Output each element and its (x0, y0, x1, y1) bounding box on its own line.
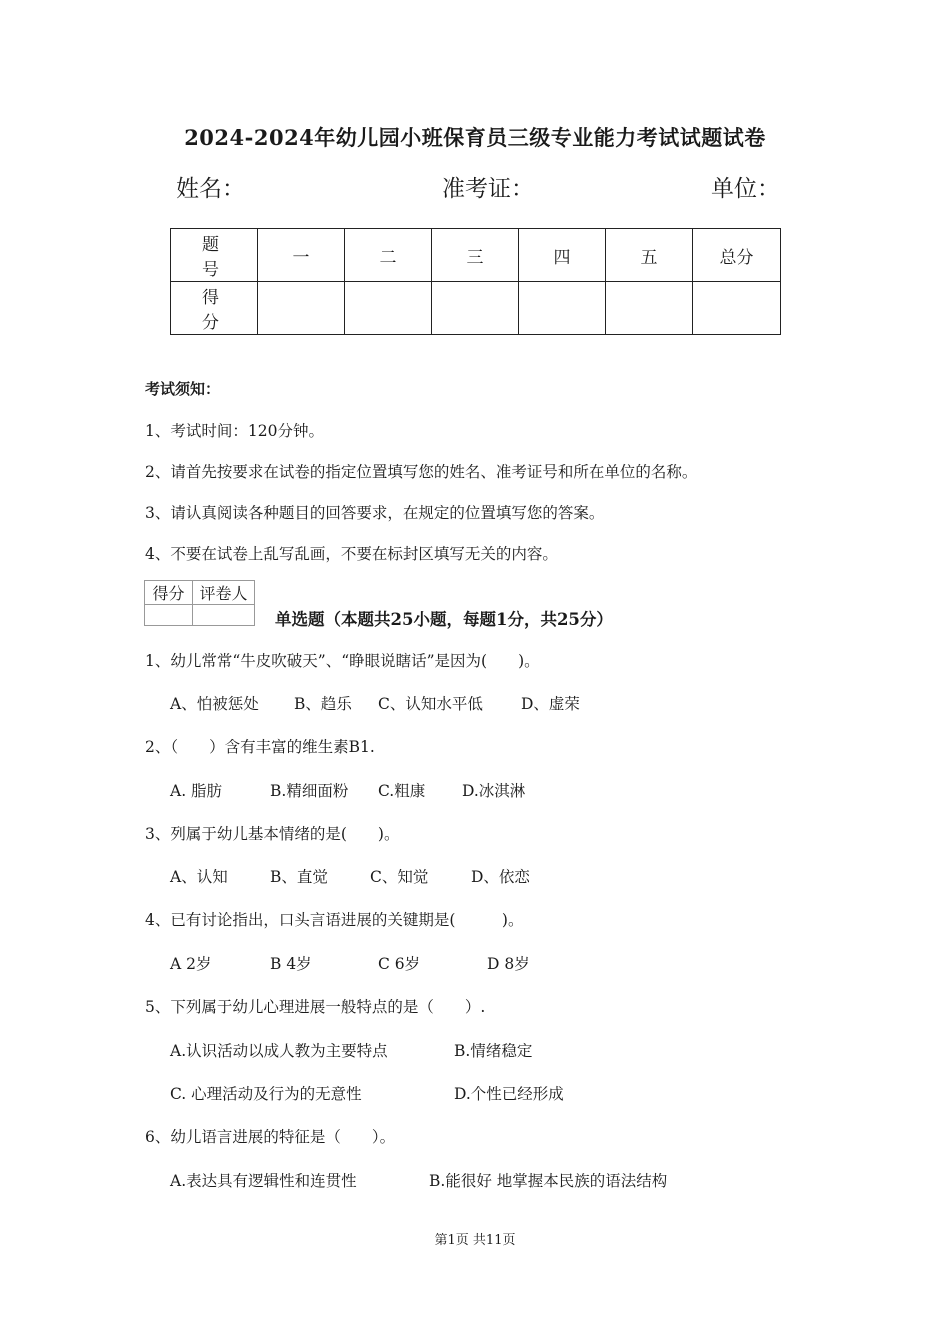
score-header-label: 题 号 (171, 229, 258, 282)
section-title: 单选题（本题共25小题，每题1分，共25分） (275, 610, 613, 629)
question-3: 3、列属于幼儿基本情绪的是( )。 (145, 825, 400, 843)
question-5: 5、下列属于幼儿心理进展一般特点的是（ ）. (145, 998, 486, 1016)
page-footer: 第1页 共11页 (434, 1233, 516, 1248)
question-6: 6、幼儿语言进展的特征是（ ）。 (145, 1128, 396, 1146)
q3-option-a: A、认知 (170, 868, 228, 886)
q6-option-b: B.能很好 地掌握本民族的语法结构 (429, 1172, 668, 1190)
score-table (170, 228, 781, 335)
notice-item-1: 1、考试时间：120分钟。 (145, 422, 324, 440)
notice-item-3: 3、请认真阅读各种题目的回答要求，在规定的位置填写您的答案。 (145, 504, 605, 522)
q5-option-a: A.认识活动以成人教为主要特点 (170, 1042, 388, 1060)
score-cell-total[interactable] (693, 282, 781, 335)
unit-label: 单位： (711, 176, 780, 202)
q2-option-c: C.粗康 (378, 782, 426, 800)
score-header-5: 五 (606, 229, 693, 282)
score-cell-3[interactable] (432, 282, 519, 335)
grader-reviewer-label: 评卷人 (193, 581, 255, 605)
question-2: 2、（ ）含有丰富的维生素B1. (145, 738, 375, 756)
q2-option-b: B.精细面粉 (270, 782, 349, 800)
score-cell-4[interactable] (519, 282, 606, 335)
notice-item-2: 2、请首先按要求在试卷的指定位置填写您的姓名、准考证号和所在单位的名称。 (145, 463, 698, 481)
q5-option-d: D.个性已经形成 (454, 1085, 564, 1103)
q4-option-c: C 6岁 (378, 955, 421, 973)
score-header-1: 一 (258, 229, 345, 282)
question-1: 1、幼儿常常“牛皮吹破天”、“睁眼说瞎话”是因为( )。 (145, 652, 540, 670)
exam-title: 2024-2024年幼儿园小班保育员三级专业能力考试试题试卷 (184, 125, 766, 150)
q4-option-a: A 2岁 (170, 955, 212, 973)
q2-option-a: A. 脂肪 (170, 782, 223, 800)
q6-option-a: A.表达具有逻辑性和连贯性 (170, 1172, 357, 1190)
q5-option-b: B.情绪稳定 (454, 1042, 533, 1060)
notice-heading: 考试须知： (145, 380, 221, 398)
q3-option-b: B、直觉 (270, 868, 328, 886)
score-cell-2[interactable] (345, 282, 432, 335)
q1-option-d: D、虚荣 (521, 695, 580, 713)
score-row-label: 得 分 (171, 282, 258, 335)
q3-option-d: D、依恋 (471, 868, 530, 886)
question-4: 4、已有讨论指出，口头言语进展的关键期是( )。 (145, 911, 524, 929)
score-header-4: 四 (519, 229, 606, 282)
exam-id-label: 准考证： (442, 176, 534, 202)
q4-option-d: D 8岁 (487, 955, 530, 973)
q1-option-a: A、怕被惩处 (170, 695, 259, 713)
score-header-3: 三 (432, 229, 519, 282)
grader-box (144, 580, 255, 626)
q4-option-b: B 4岁 (270, 955, 312, 973)
score-header-2: 二 (345, 229, 432, 282)
q3-option-c: C、知觉 (370, 868, 429, 886)
notice-item-4: 4、不要在试卷上乱写乱画，不要在标封区填写无关的内容。 (145, 545, 558, 563)
score-cell-5[interactable] (606, 282, 693, 335)
name-label: 姓名： (176, 176, 245, 202)
score-header-total: 总分 (693, 229, 781, 282)
score-cell-1[interactable] (258, 282, 345, 335)
grader-score-cell[interactable] (145, 605, 193, 626)
q1-option-b: B、趋乐 (294, 695, 352, 713)
q5-option-c: C. 心理活动及行为的无意性 (170, 1085, 362, 1103)
grader-reviewer-cell[interactable] (193, 605, 255, 626)
grader-score-label: 得分 (145, 581, 193, 605)
q2-option-d: D.冰淇淋 (462, 782, 526, 800)
q1-option-c: C、认知水平低 (378, 695, 483, 713)
